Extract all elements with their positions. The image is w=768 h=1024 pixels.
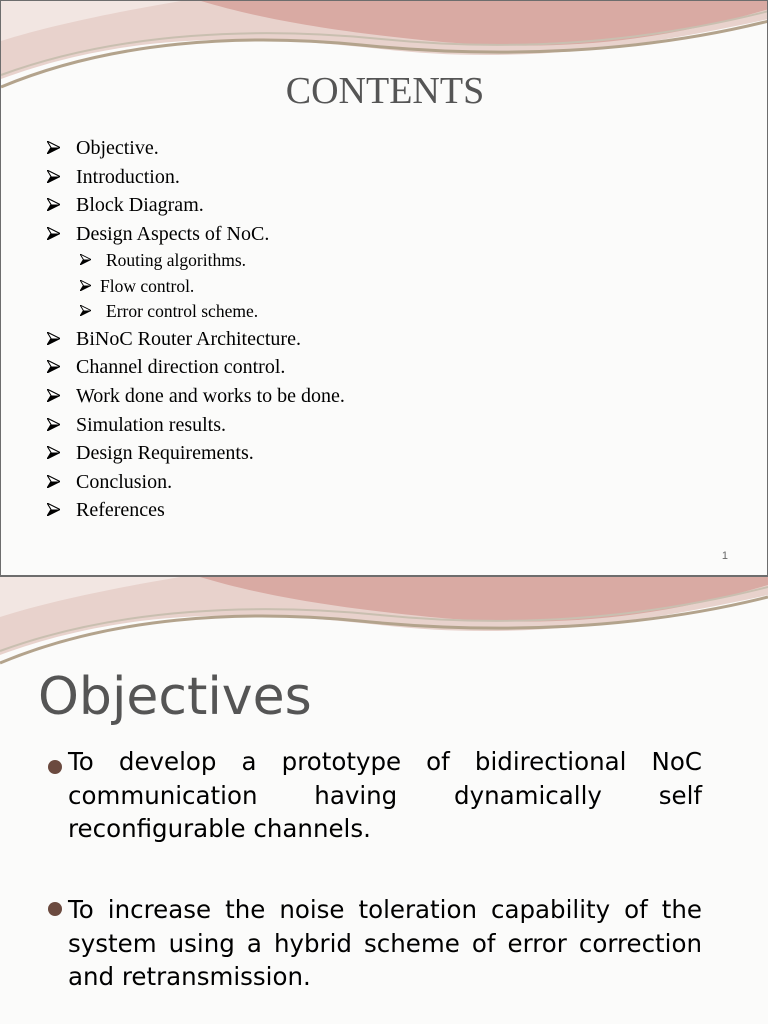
contents-item-label: Introduction.	[76, 165, 180, 188]
slide-title: CONTENTS	[285, 70, 485, 112]
objective-bullet-text: To increase the noise toleration capability of the system using a hybrid scheme of error correction and retransmission.	[68, 895, 702, 991]
contents-list-item	[47, 411, 345, 440]
arrow-bullet-icon	[47, 418, 60, 431]
contents-list-item	[47, 325, 345, 354]
arrow-bullet-icon	[47, 446, 60, 459]
contents-item-label: Flow control.	[100, 275, 195, 296]
arrow-bullet-icon	[47, 170, 60, 183]
contents-list-item	[47, 353, 345, 382]
contents-item-label: Error control scheme.	[106, 301, 259, 322]
bullet-dot-icon	[48, 902, 62, 916]
contents-list-item	[47, 299, 345, 325]
objective-bullet-text: To develop a prototype of bidirectional NoC communication having dynamically self reconfigurable channels.	[68, 747, 702, 843]
contents-list-item	[47, 163, 345, 192]
contents-item-label: Work done and works to be done.	[76, 385, 345, 408]
page-number: 1	[721, 550, 728, 562]
contents-list-item	[47, 468, 345, 497]
contents-list-item	[47, 274, 345, 300]
contents-item-label: Routing algorithms.	[106, 250, 246, 271]
arrow-bullet-icon	[47, 198, 60, 211]
contents-list-item	[47, 191, 345, 220]
contents-list	[47, 134, 345, 525]
contents-item-label: References	[76, 499, 165, 522]
contents-item-label: Objective.	[76, 137, 159, 159]
slide-objectives	[0, 576, 768, 1024]
header-swoosh-decoration	[0, 577, 768, 669]
contents-item-label: Simulation results.	[76, 413, 226, 436]
contents-item-label: Channel direction control.	[76, 356, 286, 379]
arrow-bullet-icon	[80, 254, 91, 265]
contents-item-label: Design Aspects of NoC.	[76, 222, 270, 245]
arrow-bullet-icon	[47, 475, 60, 488]
contents-item-label: Conclusion.	[76, 470, 173, 493]
contents-list-item	[47, 220, 345, 249]
arrow-bullet-icon	[47, 389, 60, 402]
arrow-bullet-icon	[47, 360, 60, 373]
arrow-bullet-icon	[47, 227, 60, 240]
contents-item-label: Block Diagram.	[76, 194, 204, 217]
arrow-bullet-icon	[47, 332, 60, 345]
slide-title: Objectives	[38, 667, 312, 727]
contents-item-label: BiNoC Router Architecture.	[76, 327, 301, 350]
arrow-bullet-icon	[80, 305, 91, 316]
contents-list-item	[47, 134, 345, 163]
bullet-dot-icon	[48, 760, 62, 774]
contents-list-item	[47, 382, 345, 411]
arrow-bullet-icon	[80, 280, 91, 291]
contents-item-label: Design Requirements.	[76, 442, 254, 465]
contents-list-item	[47, 248, 345, 274]
contents-list-item	[47, 496, 345, 525]
arrow-bullet-icon	[47, 141, 60, 154]
contents-list-item	[47, 439, 345, 468]
arrow-bullet-icon	[47, 503, 60, 516]
